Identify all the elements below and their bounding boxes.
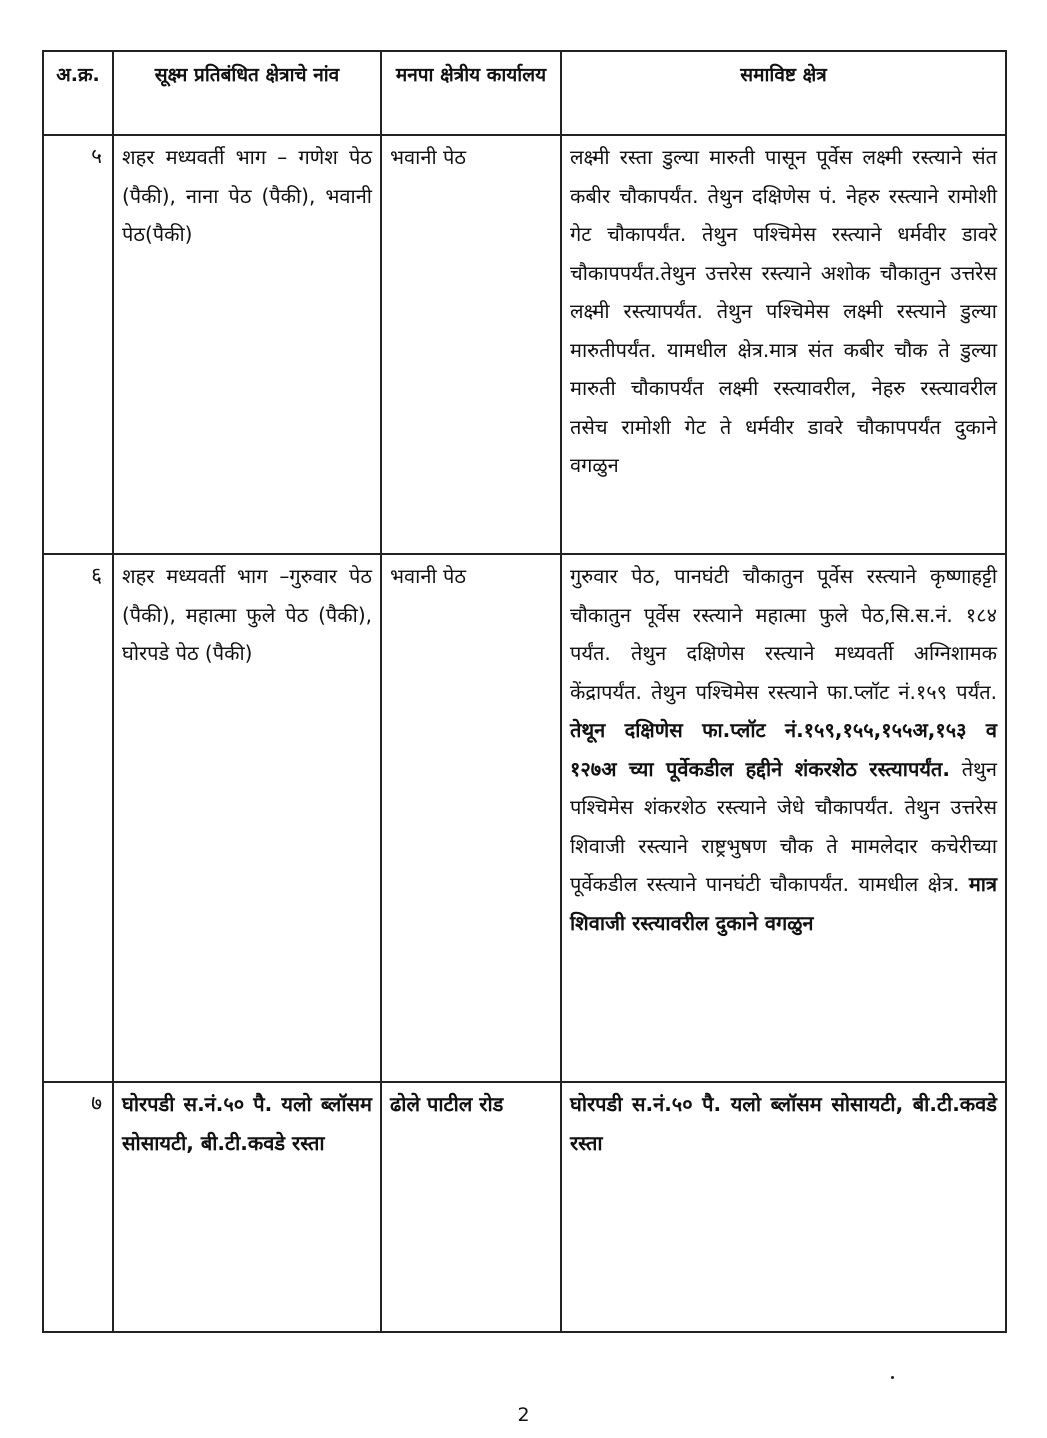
containment-zone-table xyxy=(42,50,1007,1333)
row-zone-name: घोरपडी स.नं.५० पै. यलो ब्लॉसम सोसायटी, बी.टी.कवडे रस्ता xyxy=(113,1082,381,1332)
table-row xyxy=(43,554,1006,1082)
table-header-row xyxy=(43,51,1006,135)
header-zone-name: सूक्ष्म प्रतिबंधित क्षेत्राचे नांव xyxy=(113,51,381,135)
header-area: समाविष्ट क्षेत्र xyxy=(561,51,1006,135)
area-text-bold: मात्र शिवाजी रस्त्यावरील दुकाने वगळुन xyxy=(570,872,997,935)
area-text: तेथुन पश्चिमेस शंकरशेठ रस्त्याने जेधे चौकापर्यंत. तेथुन उत्तरेस शिवाजी रस्त्याने राष्ट्रभुषण चौक ते मामलेदार कचेरीच्या पूर्वेकडील रस्त्याने पानघंटी चौकापर्यंत. यामधील क्षेत्र. xyxy=(570,756,998,896)
table-row xyxy=(43,135,1006,554)
row-zone-name: शहर मध्यवर्ती भाग –गुरुवार पेठ (पैकी), महात्मा फुले पेठ (पैकी), घोरपडे पेठ (पैकी) xyxy=(113,554,381,1082)
area-text-bold: तेथून दक्षिणेस फा.प्लॉट नं.१५९,१५५,१५५अ,१५३ व १२७अ च्या पूर्वेकडील हद्दीने शंकरशेठ रस्त्यापर्यंत. xyxy=(570,718,997,781)
row-serial: ६ xyxy=(43,554,113,1082)
area-text: गुरुवार पेठ, पानघंटी चौकातुन पूर्वेस रस्त्याने कृष्णाहट्टी चौकातुन पूर्वेस रस्त्याने महात्मा फुले पेठ,सि.स.नं. १८४ पर्यंत. तेथुन दक्षिणेस रस्त्याने मध्यवर्ती अग्निशामक केंद्रापर्यंत. तेथुन पश्चिमेस रस्त्याने फा.प्लॉट नं.१५९ पर्यंत. xyxy=(570,564,997,704)
row-area xyxy=(561,554,1006,1082)
row-office: भवानी पेठ xyxy=(381,135,561,554)
row-area: लक्ष्मी रस्ता डुल्या मारुती पासून पूर्वेस लक्ष्मी रस्त्याने संत कबीर चौकापर्यंत. तेथुन दक्षिणेस पं. नेहरु रस्त्याने रामोशी गेट चौकापर्यंत. तेथुन पश्चिमेस रस्त्याने धर्मवीर डावरे चौकापपर्यंत.तेथुन उत्तरेस रस्त्याने अशोक चौकातुन उत्तरेस लक्ष्मी रस्त्यापर्यंत. तेथुन पश्चिमेस लक्ष्मी रस्त्याने डुल्या मारुतीपर्यंत. यामधील क्षेत्र.मात्र संत कबीर चौक ते डुल्या मारुती चौकापर्यंत लक्ष्मी रस्त्यावरील, नेहरु रस्त्यावरील तसेच रामोशी गेट ते धर्मवीर डावरे चौकापपर्यंत दुकाने वगळुन xyxy=(561,135,1006,554)
row-area: घोरपडी स.नं.५० पै. यलो ब्लॉसम सोसायटी, बी.टी.कवडे रस्ता xyxy=(561,1082,1006,1332)
row-zone-name: शहर मध्यवर्ती भाग – गणेश पेठ (पैकी), नाना पेठ (पैकी), भवानी पेठ(पैकी) xyxy=(113,135,381,554)
header-serial: अ.क्र. xyxy=(43,51,113,135)
row-serial: ५ xyxy=(43,135,113,554)
row-office: ढोले पाटील रोड xyxy=(381,1082,561,1332)
row-serial: ७ xyxy=(43,1082,113,1332)
table-row xyxy=(43,1082,1006,1332)
page-number: 2 xyxy=(517,1404,530,1426)
header-office: मनपा क्षेत्रीय कार्यालय xyxy=(381,51,561,135)
row-office: भवानी पेठ xyxy=(381,554,561,1082)
stray-mark xyxy=(891,1376,894,1379)
